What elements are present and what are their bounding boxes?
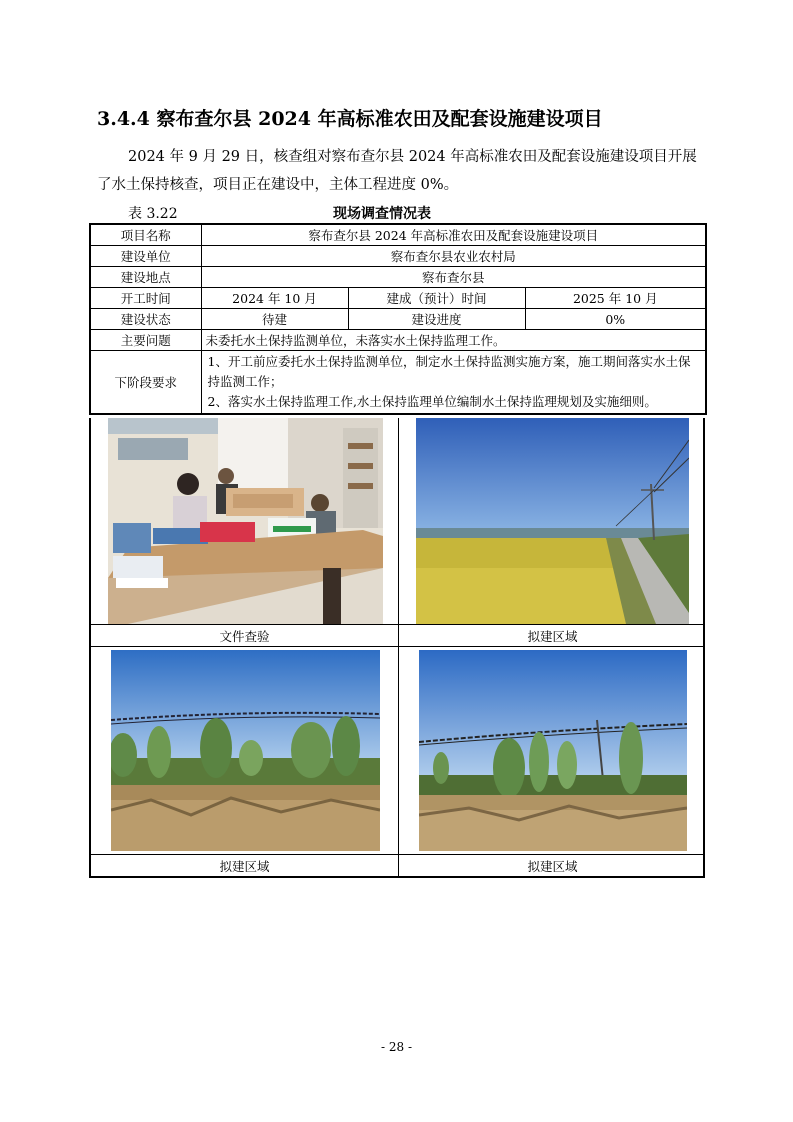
section-heading: 3.4.4 察布查尔县 2024 年高标准农田及配套设施建设项目 (97, 108, 603, 130)
table-row (90, 309, 706, 330)
cell-label: 建设进度 (348, 309, 525, 330)
cell-label: 建成（预计）时间 (348, 288, 525, 309)
table-row (90, 246, 706, 267)
field-trees-photo (111, 650, 380, 851)
page-number: - 28 - (380, 1040, 412, 1054)
photo-caption-2: 拟建区域 (527, 629, 578, 644)
construction-status: 待建 (201, 309, 348, 330)
cell-label: 建设地点 (90, 267, 201, 288)
survey-table (89, 223, 707, 415)
photo-grid (89, 418, 705, 878)
requirement-1: 1、开工前应委托水土保持监测单位，制定水土保持监测实施方案，施工期间落实水土保持监测工作； (207, 354, 691, 389)
table-title: 现场调查情况表 (333, 206, 431, 222)
construction-progress: 0% (525, 309, 706, 330)
cell-label: 开工时间 (90, 288, 201, 309)
photo-caption-4: 拟建区域 (527, 859, 578, 874)
table-row (90, 267, 706, 288)
next-stage-requirements (201, 351, 706, 415)
field-road-photo (416, 418, 689, 624)
table-row (90, 330, 706, 351)
requirement-2: 2、落实水土保持监理工作,水土保持监理单位编制水土保持监理规划及实施细则。 (207, 394, 657, 409)
table-number: 表 3.22 (128, 206, 178, 222)
cell-label: 下阶段要求 (90, 351, 201, 415)
intro-paragraph: 2024 年 9 月 29 日，核查组对察布查尔县 2024 年高标准农田及配套设施建设项目开展了水土保持核查，项目正在建设中，主体工程进度 0%。 (97, 149, 697, 193)
photo-caption-1: 文件查验 (219, 629, 270, 644)
cell-label: 项目名称 (90, 224, 201, 246)
construction-unit: 察布查尔县农业农村局 (201, 246, 706, 267)
construction-location: 察布查尔县 (201, 267, 706, 288)
photo-caption-3: 拟建区域 (219, 859, 270, 874)
project-name: 察布查尔县 2024 年高标准农田及配套设施建设项目 (201, 224, 706, 246)
cell-label: 建设状态 (90, 309, 201, 330)
cell-label: 建设单位 (90, 246, 201, 267)
cell-label: 主要问题 (90, 330, 201, 351)
table-row (90, 288, 706, 309)
office-photo (108, 418, 383, 624)
main-issues: 未委托水土保持监测单位，未落实水土保持监理工作。 (201, 330, 706, 351)
field-pole-photo (419, 650, 687, 851)
table-row (90, 351, 706, 415)
finish-time: 2025 年 10 月 (525, 288, 706, 309)
start-time: 2024 年 10 月 (201, 288, 348, 309)
table-row (90, 224, 706, 246)
